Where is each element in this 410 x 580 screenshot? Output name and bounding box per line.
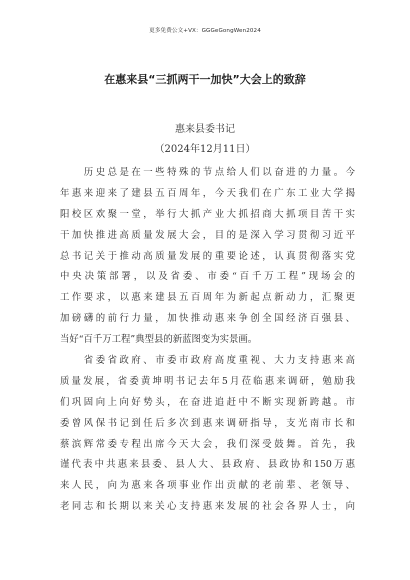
text-line: 当好“百千万工程”典型县的新蓝图变为实景画。 (60, 334, 258, 346)
text-line: 总书记关于推动高质量发展的重要论述，认真贯彻落实党 (60, 250, 355, 262)
author-line: 惠来县委书记 (175, 124, 235, 135)
text-line: 阳校区欢聚一堂，举行大抓产业大抓招商大抓项目苦干实 (60, 208, 355, 220)
text-line: 委曾风保书记到任后多次到惠来调研指导，支光南市长和 (60, 417, 355, 429)
text-line: 谨代表中共惠来县委、县人大、县政府、县政协和150万惠 (60, 459, 355, 471)
text-line: 来人民，向为惠来各项事业作出贡献的老前辈、老领导、 (60, 480, 355, 492)
text-line: 中央决策部署，以及省委、市委“百千万工程”现场会的 (60, 271, 355, 283)
text-line: 历史总是在一些特殊的节点给人们以奋进的力量。今 (60, 167, 355, 178)
document-title: 在惠来县“三抓两干一加快”大会上的致辞 (104, 73, 306, 86)
text-line: 们巩固向上向好势头，在奋进追赶中不断实现新跨越。市 (60, 396, 355, 408)
text-line: 年惠来迎来了建县五百周年，今天我们在广东工业大学揭 (60, 187, 355, 199)
date-line: （2024年12月11日） (154, 144, 256, 155)
text-line: 老同志和长期以来关心支持惠来发展的社会各界人士，向 (60, 501, 355, 513)
text-line: 干加快推进高质量发展大会，目的是深入学习贯彻习近平 (60, 229, 355, 241)
header-note: 更多免费公文+VX：GGGeGongWen2024 (149, 28, 261, 34)
text-line: 工作要求，以惠来建县五百周年为新起点新动力，汇聚更 (60, 292, 355, 304)
text-line: 省委省政府、市委市政府高度重视、大力支持惠来高 (60, 355, 355, 367)
paragraph (60, 163, 355, 351)
paragraph (60, 351, 355, 518)
text-line: 加磅礴的前行力量，加快推动惠来争创全国经济百强县、 (60, 313, 355, 325)
text-line: 蔡滨辉常委专程出席今天大会，我们深受鼓舞。首先，我 (60, 438, 355, 450)
text-line: 质量发展，省委黄坤明书记去年5月莅临惠来调研，勉励我 (60, 375, 355, 387)
body-text (60, 163, 355, 518)
